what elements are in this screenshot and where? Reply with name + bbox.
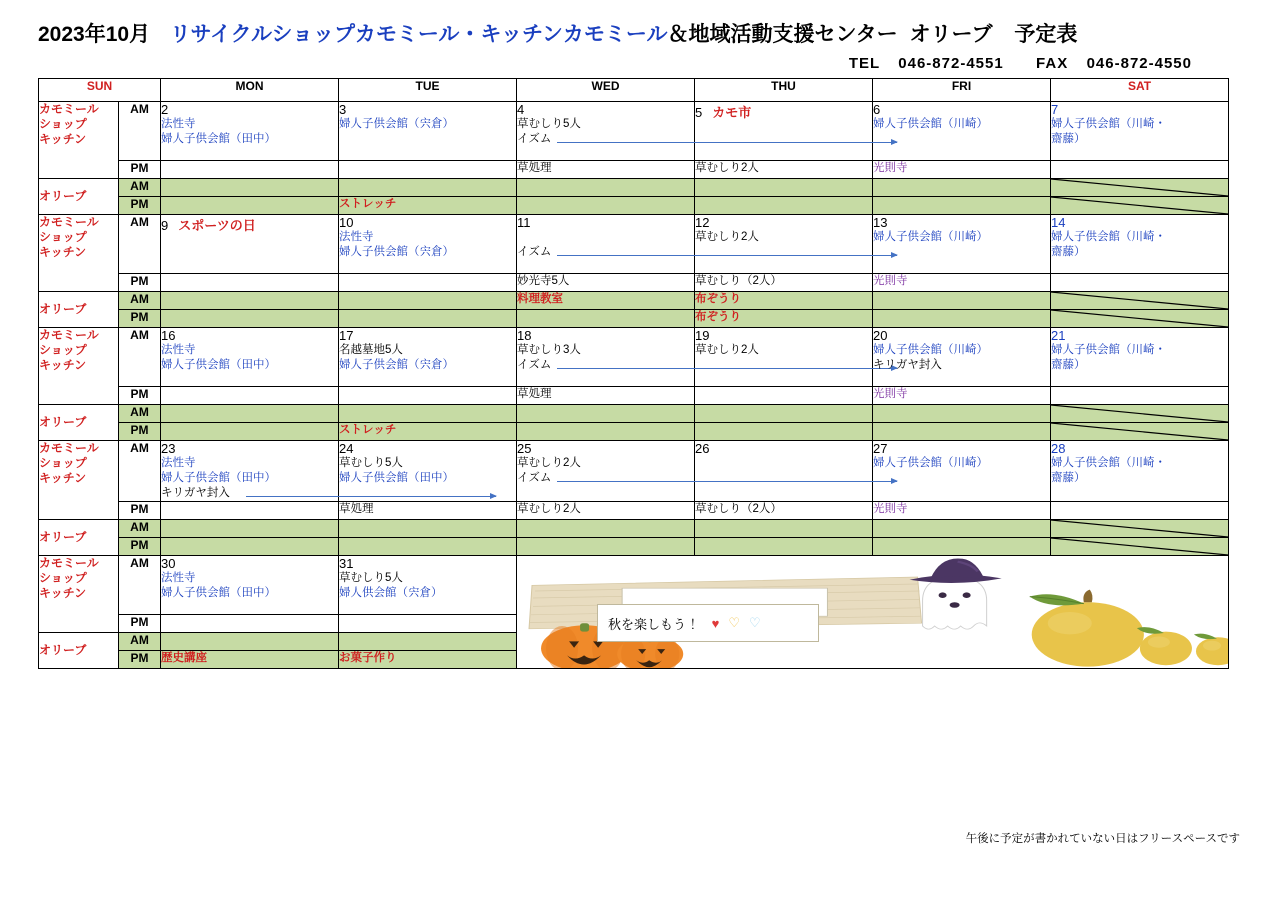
olive-cell-am[interactable]	[1051, 292, 1229, 310]
event-text	[517, 230, 694, 245]
day-number: 11	[517, 215, 531, 230]
olive-cell-pm[interactable]	[1051, 538, 1229, 556]
olive-cell-am[interactable]	[695, 405, 873, 423]
title-org3: オリーブ	[909, 23, 993, 46]
event-text: 婦人子供会館（川崎）	[873, 231, 988, 243]
olive-cell-pm[interactable]	[695, 423, 873, 441]
olive-cell-am[interactable]	[873, 520, 1051, 538]
event-text: 婦人子供会館（川崎・	[1051, 118, 1166, 130]
event-text: 法性寺	[161, 344, 196, 356]
day-number: 27	[873, 441, 888, 456]
fax-label: FAX	[1036, 55, 1069, 72]
day-cell-am[interactable]	[339, 102, 517, 161]
heart-icon: ♡	[728, 615, 740, 630]
event-text: イズム	[517, 246, 552, 258]
ampm-label-pm: PM	[119, 274, 161, 292]
day-cell-am[interactable]	[161, 102, 339, 161]
day-cell-am[interactable]	[339, 441, 517, 502]
day-cell-am[interactable]	[517, 102, 695, 161]
day-number: 30	[161, 556, 176, 571]
title-org2: キッチンカモミール	[480, 23, 668, 46]
day-number: 26	[695, 441, 710, 456]
day-number: 31	[339, 556, 354, 571]
day-cell-am[interactable]	[339, 215, 517, 274]
olive-cell-pm[interactable]	[517, 197, 695, 215]
ampm-label-pm: PM	[119, 423, 161, 441]
day-cell-pm[interactable]	[1051, 502, 1229, 520]
illustration-message: 秋を楽しもう ！	[608, 616, 703, 632]
event-text: 齋藤）	[1051, 133, 1086, 145]
olive-cell-pm[interactable]	[1051, 423, 1229, 441]
group-label-kitchen	[39, 556, 119, 633]
event-text: 婦人子供会館（川崎）	[873, 457, 988, 469]
ampm-label-am: AM	[119, 179, 161, 197]
ampm-label-am: AM	[119, 520, 161, 538]
event-text: お菓子作り	[339, 652, 397, 664]
day-cell-pm[interactable]	[517, 502, 695, 520]
olive-cell-pm[interactable]	[517, 310, 695, 328]
event-text: 婦人子供会館（宍倉）	[339, 359, 454, 371]
olive-cell-am[interactable]	[873, 179, 1051, 197]
day-cell-pm[interactable]	[873, 161, 1051, 179]
event-text: ストレッチ	[339, 424, 397, 436]
ampm-label-am: AM	[119, 556, 161, 615]
day-number: 28	[1051, 441, 1066, 456]
olive-cell-am[interactable]	[339, 179, 517, 197]
event-text: 草むしり5人	[517, 118, 581, 130]
event-text: 妙光寺5人	[517, 275, 570, 287]
day-cell-am[interactable]	[1051, 215, 1229, 274]
event-text: 布ぞうり	[695, 293, 741, 305]
ampm-label-pm: PM	[119, 387, 161, 405]
event-text: 草むしり2人	[695, 231, 759, 243]
olive-cell-pm[interactable]	[517, 538, 695, 556]
olive-cell-pm[interactable]	[339, 310, 517, 328]
event-text: 草処理	[339, 503, 374, 515]
week-am-row	[39, 215, 1229, 274]
weekday-mon: MON	[161, 79, 339, 102]
event-text: 婦人供会館（宍倉）	[339, 587, 443, 599]
day-cell-pm[interactable]	[517, 274, 695, 292]
day-number: 2	[161, 102, 169, 117]
day-cell-pm[interactable]	[695, 387, 873, 405]
olive-cell-pm[interactable]	[1051, 197, 1229, 215]
event-text: 婦人子供会館（宍倉）	[339, 246, 454, 258]
day-cell-pm[interactable]	[339, 274, 517, 292]
ampm-label-am: AM	[119, 633, 161, 651]
olive-cell-pm[interactable]	[161, 423, 339, 441]
event-text: 婦人子供会館（川崎・	[1051, 457, 1166, 469]
day-number: 20	[873, 328, 888, 343]
olive-pm-row	[39, 197, 1229, 215]
footnote: 午後に予定が書かれていない日はフリースペースです	[965, 833, 1240, 845]
day-cell-am[interactable]	[873, 215, 1051, 274]
event-text: 齋藤）	[1051, 359, 1086, 371]
olive-cell-pm[interactable]	[695, 310, 873, 328]
group-label-line2: ショップ	[39, 571, 87, 585]
day-cell-am[interactable]	[161, 441, 339, 502]
week-am-row	[39, 441, 1229, 502]
day-cell-pm[interactable]	[873, 387, 1051, 405]
olive-cell-pm[interactable]	[873, 197, 1051, 215]
event-text: 婦人子供会館（川崎）	[873, 118, 988, 130]
olive-cell-pm[interactable]	[1051, 310, 1229, 328]
event-text: 光則寺	[873, 503, 908, 515]
day-cell-am[interactable]	[339, 556, 517, 615]
contact-info	[849, 55, 1192, 72]
olive-cell-am[interactable]	[339, 633, 517, 651]
day-cell-pm[interactable]	[339, 615, 517, 633]
olive-cell-pm[interactable]	[873, 310, 1051, 328]
olive-cell-am[interactable]	[161, 633, 339, 651]
day-cell-pm[interactable]	[873, 502, 1051, 520]
event-text: 布ぞうり	[695, 311, 741, 323]
day-number: 16	[161, 328, 176, 343]
weekday-thu: THU	[695, 79, 873, 102]
group-label-line3: キッチン	[39, 586, 87, 600]
day-cell-am[interactable]	[695, 441, 873, 502]
day-cell-pm[interactable]	[1051, 274, 1229, 292]
event-text: 草むしり2人	[517, 503, 581, 515]
event-text: 法性寺	[161, 118, 196, 130]
olive-cell-am[interactable]	[161, 179, 339, 197]
day-cell-pm[interactable]	[339, 161, 517, 179]
olive-cell-pm[interactable]	[695, 538, 873, 556]
day-cell-pm[interactable]	[339, 502, 517, 520]
day-number: 3	[339, 102, 347, 117]
group-label-kitchen	[39, 328, 119, 405]
group-label-line1: カモミール	[39, 215, 99, 229]
day-cell-pm[interactable]	[1051, 161, 1229, 179]
weekday-tue: TUE	[339, 79, 517, 102]
ampm-label-pm: PM	[119, 161, 161, 179]
event-text: キリガヤ封入	[873, 359, 942, 371]
olive-cell-am[interactable]	[517, 292, 695, 310]
day-number: 10	[339, 215, 354, 230]
day-number: 18	[517, 328, 532, 343]
week-am-row	[39, 556, 1229, 615]
olive-cell-am[interactable]	[339, 292, 517, 310]
olive-cell-am[interactable]	[873, 405, 1051, 423]
olive-cell-am[interactable]	[517, 520, 695, 538]
olive-am-row	[39, 520, 1229, 538]
olive-cell-am[interactable]	[1051, 520, 1229, 538]
event-text: 歴史講座	[161, 652, 207, 664]
event-text: 草むしり3人	[517, 344, 581, 356]
ampm-label-pm: PM	[119, 651, 161, 669]
event-text: 草むしり（2人）	[695, 503, 782, 515]
event-text: 齋藤）	[1051, 472, 1086, 484]
group-label-line2: ショップ	[39, 117, 87, 131]
event-text: 料理教室	[517, 293, 563, 305]
day-cell-pm[interactable]	[161, 387, 339, 405]
day-cell-am[interactable]	[695, 102, 873, 161]
olive-cell-am[interactable]	[1051, 405, 1229, 423]
day-cell-pm[interactable]	[161, 161, 339, 179]
olive-cell-pm[interactable]	[339, 538, 517, 556]
group-label-olive: オリーブ	[39, 520, 119, 556]
event-text: 光則寺	[873, 162, 908, 174]
event-text: 草むしり5人	[339, 457, 403, 469]
day-cell-am[interactable]	[873, 328, 1051, 387]
ampm-label-am: AM	[119, 102, 161, 161]
autumn-illustration	[517, 556, 1228, 668]
holiday-label: スポーツの日	[178, 218, 256, 233]
event-text: ストレッチ	[339, 198, 397, 210]
day-number: 7	[1051, 102, 1059, 117]
day-cell-pm[interactable]	[695, 161, 873, 179]
day-cell-am[interactable]	[695, 328, 873, 387]
weekday-sat: SAT	[1051, 79, 1229, 102]
olive-cell-pm[interactable]	[161, 310, 339, 328]
day-cell-pm[interactable]	[517, 387, 695, 405]
weekday-sun: SUN	[39, 79, 161, 102]
day-cell-am[interactable]	[161, 328, 339, 387]
title-doc: 予定表	[1014, 23, 1078, 46]
day-cell-pm[interactable]	[695, 274, 873, 292]
heart-icon: ♡	[749, 615, 761, 630]
event-text: 婦人子供会館（川崎・	[1051, 231, 1166, 243]
group-label-line1: カモミール	[39, 441, 99, 455]
day-cell-am[interactable]	[873, 441, 1051, 502]
ampm-label-pm: PM	[119, 538, 161, 556]
event-text: 草むしり2人	[695, 162, 759, 174]
day-cell-am[interactable]	[1051, 102, 1229, 161]
event-text: 法性寺	[161, 572, 196, 584]
event-text: イズム	[517, 133, 552, 145]
olive-cell-am[interactable]	[695, 292, 873, 310]
day-number: 5	[695, 105, 703, 120]
day-cell-am[interactable]	[161, 556, 339, 615]
olive-cell-pm[interactable]	[873, 423, 1051, 441]
ampm-label-am: AM	[119, 292, 161, 310]
group-label-line3: キッチン	[39, 471, 87, 485]
olive-am-row	[39, 405, 1229, 423]
week-am-row	[39, 328, 1229, 387]
event-text: 婦人子供会館（川崎・	[1051, 344, 1166, 356]
group-label-line3: キッチン	[39, 358, 87, 372]
title-org1: リサイクルショップカモミール	[169, 23, 460, 46]
day-cell-pm[interactable]	[873, 274, 1051, 292]
day-number: 19	[695, 328, 710, 343]
day-number: 9	[161, 218, 169, 233]
page-title	[38, 18, 1077, 48]
group-label-olive: オリーブ	[39, 292, 119, 328]
olive-cell-pm[interactable]	[517, 423, 695, 441]
event-text: イズム	[517, 472, 552, 484]
event-text: 齋藤）	[1051, 246, 1086, 258]
olive-cell-am[interactable]	[695, 179, 873, 197]
day-number: 6	[873, 102, 881, 117]
day-number: 12	[695, 215, 710, 230]
day-cell-am[interactable]	[695, 215, 873, 274]
olive-cell-am[interactable]	[517, 179, 695, 197]
event-text: 名越墓地5人	[339, 344, 403, 356]
olive-cell-pm[interactable]	[339, 423, 517, 441]
week-am-row	[39, 102, 1229, 161]
event-text: 草処理	[517, 162, 552, 174]
day-cell-pm[interactable]	[695, 502, 873, 520]
group-label-line1: カモミール	[39, 328, 99, 342]
heart-icon: ♥	[711, 615, 720, 631]
event-text: 婦人子供会館（田中）	[339, 472, 454, 484]
day-number: 14	[1051, 215, 1066, 230]
event-text: 草むしり（2人）	[695, 275, 782, 287]
week-pm-row	[39, 502, 1229, 520]
day-number: 24	[339, 441, 354, 456]
event-text: 婦人子供会館（田中）	[161, 133, 276, 145]
olive-cell-pm[interactable]	[161, 651, 339, 669]
ampm-label-pm: PM	[119, 615, 161, 633]
event-text: イズム	[517, 359, 552, 371]
day-cell-pm[interactable]	[339, 387, 517, 405]
title-sep: ・	[459, 23, 481, 46]
ampm-label-am: AM	[119, 215, 161, 274]
group-label-olive: オリーブ	[39, 633, 119, 669]
group-label-olive: オリーブ	[39, 179, 119, 215]
day-cell-am[interactable]	[873, 102, 1051, 161]
fax-number: 046-872-4550	[1086, 55, 1192, 72]
group-label-olive: オリーブ	[39, 405, 119, 441]
ampm-label-am: AM	[119, 441, 161, 502]
olive-pm-row	[39, 538, 1229, 556]
holiday-label: カモ市	[712, 105, 752, 120]
group-label-line2: ショップ	[39, 343, 87, 357]
schedule-table	[38, 78, 1229, 669]
olive-cell-pm[interactable]	[339, 651, 517, 669]
group-label-kitchen	[39, 441, 119, 520]
title-amp: ＆地域活動支援センター	[667, 23, 898, 46]
olive-cell-am[interactable]	[1051, 179, 1229, 197]
day-cell-am[interactable]	[517, 215, 695, 274]
weekday-fri: FRI	[873, 79, 1051, 102]
day-cell-am[interactable]	[161, 215, 339, 274]
day-cell-am[interactable]	[339, 328, 517, 387]
event-text: 光則寺	[873, 275, 908, 287]
group-label-line3: キッチン	[39, 245, 87, 259]
olive-am-row	[39, 179, 1229, 197]
event-text: 光則寺	[873, 388, 908, 400]
title-date: 2023年10月	[38, 23, 151, 46]
day-number: 4	[517, 102, 525, 117]
ampm-label-pm: PM	[119, 310, 161, 328]
tel-number: 046-872-4551	[898, 55, 1004, 72]
group-label-kitchen	[39, 215, 119, 292]
day-number: 25	[517, 441, 532, 456]
day-cell-pm[interactable]	[1051, 387, 1229, 405]
event-text: 婦人子供会館（田中）	[161, 359, 276, 371]
ampm-label-am: AM	[119, 405, 161, 423]
olive-cell-pm[interactable]	[161, 538, 339, 556]
day-cell-am[interactable]	[517, 441, 695, 502]
ampm-label-am: AM	[119, 328, 161, 387]
illustration-cell	[517, 556, 1229, 669]
day-cell-pm[interactable]	[161, 274, 339, 292]
day-cell-pm[interactable]	[161, 502, 339, 520]
day-number: 13	[873, 215, 888, 230]
group-label-line2: ショップ	[39, 230, 87, 244]
olive-cell-am[interactable]	[161, 520, 339, 538]
event-text: 草むしり2人	[517, 457, 581, 469]
olive-am-row	[39, 292, 1229, 310]
event-text: キリガヤ封入	[161, 487, 230, 499]
event-text: 草むしり2人	[695, 344, 759, 356]
day-cell-am[interactable]	[517, 328, 695, 387]
event-text: 婦人子供会館（宍倉）	[339, 118, 454, 130]
group-label-line2: ショップ	[39, 456, 87, 470]
group-label-kitchen	[39, 102, 119, 179]
event-text: 草むしり5人	[339, 572, 403, 584]
ampm-label-pm: PM	[119, 197, 161, 215]
ampm-label-pm: PM	[119, 502, 161, 520]
event-text: 婦人子供会館（田中）	[161, 587, 276, 599]
weekday-header-row	[39, 79, 1229, 102]
day-cell-pm[interactable]	[161, 615, 339, 633]
week-pm-row	[39, 274, 1229, 292]
weekday-wed: WED	[517, 79, 695, 102]
olive-cell-am[interactable]	[161, 405, 339, 423]
event-text: 法性寺	[161, 457, 196, 469]
olive-cell-am[interactable]	[873, 292, 1051, 310]
day-cell-am[interactable]	[1051, 441, 1229, 502]
olive-cell-pm[interactable]	[873, 538, 1051, 556]
day-cell-pm[interactable]	[517, 161, 695, 179]
event-text: 草処理	[517, 388, 552, 400]
olive-cell-am[interactable]	[339, 520, 517, 538]
event-text: 法性寺	[339, 231, 374, 243]
event-text: 婦人子供会館（川崎）	[873, 344, 988, 356]
day-number: 23	[161, 441, 176, 456]
event-text: 婦人子供会館（田中）	[161, 472, 276, 484]
olive-pm-row	[39, 310, 1229, 328]
day-number: 17	[339, 328, 354, 343]
olive-cell-am[interactable]	[339, 405, 517, 423]
olive-cell-pm[interactable]	[339, 197, 517, 215]
day-number: 21	[1051, 328, 1066, 343]
week-pm-row	[39, 161, 1229, 179]
group-label-line3: キッチン	[39, 132, 87, 146]
illustration-message-box	[597, 604, 819, 642]
olive-pm-row	[39, 423, 1229, 441]
olive-cell-pm[interactable]	[161, 197, 339, 215]
olive-cell-am[interactable]	[695, 520, 873, 538]
group-label-line1: カモミール	[39, 556, 99, 570]
olive-cell-am[interactable]	[517, 405, 695, 423]
olive-cell-pm[interactable]	[695, 197, 873, 215]
olive-cell-am[interactable]	[161, 292, 339, 310]
week-pm-row	[39, 387, 1229, 405]
tel-label: TEL	[848, 55, 880, 72]
day-cell-am[interactable]	[1051, 328, 1229, 387]
group-label-line1: カモミール	[39, 102, 99, 116]
